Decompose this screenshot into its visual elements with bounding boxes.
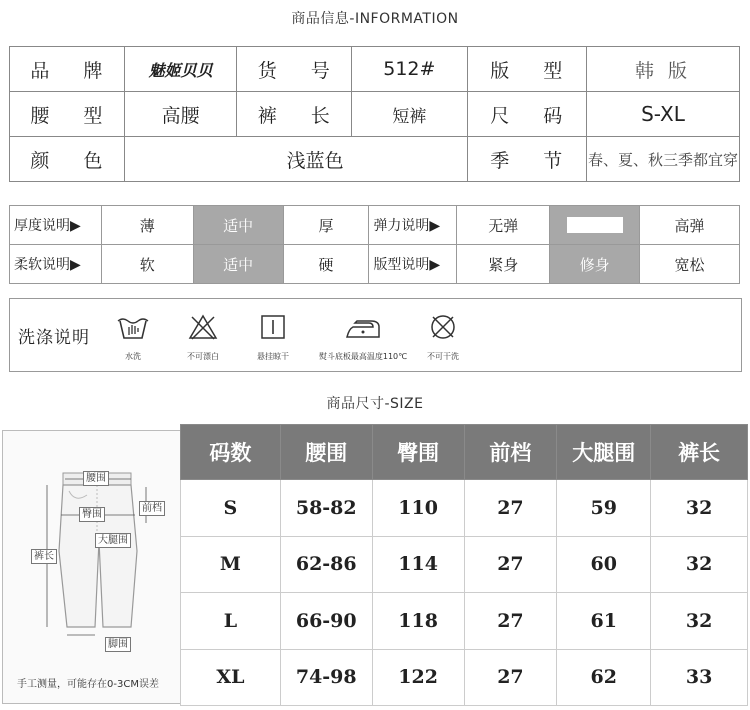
header-size-code: 码数: [181, 425, 281, 480]
cell-length: 32: [651, 536, 748, 593]
hang-dry-caption: 悬挂晾干: [257, 352, 289, 361]
hang-dry-icon: [255, 313, 291, 341]
cell-rise: 27: [464, 593, 557, 650]
attribute-table: [9, 205, 740, 284]
cell-rise: 27: [464, 649, 557, 706]
color-value: 浅蓝色: [124, 137, 467, 182]
wash-item-no-bleach: [168, 313, 238, 362]
wash-item-hand-wash: [98, 313, 168, 362]
size-value: S-XL: [586, 92, 739, 137]
softness-medium-selected: 适中: [193, 245, 283, 284]
table-row: [181, 536, 748, 593]
cell-length: 32: [651, 480, 748, 537]
stretch-label: 弹力说明▶: [369, 206, 457, 245]
thickness-thin: 薄: [101, 206, 193, 245]
softness-hard: 硬: [283, 245, 369, 284]
stretch-medium-selected: [550, 206, 640, 245]
table-row: [181, 649, 748, 706]
waist-type-label: 腰 型: [10, 92, 125, 137]
no-bleach-icon: [185, 313, 221, 341]
cell-size: XL: [181, 649, 281, 706]
wash-panel: [9, 298, 742, 372]
cell-waist: 74-98: [280, 649, 372, 706]
season-label: 季 节: [467, 137, 586, 182]
cell-rise: 27: [464, 536, 557, 593]
table-row: [181, 593, 748, 650]
cell-waist: 58-82: [280, 480, 372, 537]
header-waist: 腰围: [280, 425, 372, 480]
cell-thigh: 62: [557, 649, 651, 706]
cell-waist: 62-86: [280, 536, 372, 593]
diagram-label-thigh: 大腿围: [95, 533, 131, 548]
fit-tight: 紧身: [457, 245, 550, 284]
table-row: [181, 480, 748, 537]
cell-length: 33: [651, 649, 748, 706]
header-hip: 臀围: [372, 425, 464, 480]
cell-thigh: 59: [557, 480, 651, 537]
cell-thigh: 60: [557, 536, 651, 593]
thickness-label: 厚度说明▶: [10, 206, 102, 245]
pants-length-value: 短裤: [352, 92, 467, 137]
item-no-value: 512#: [352, 47, 467, 92]
stretch-high: 高弹: [640, 206, 740, 245]
measurement-note: 手工测量，可能存在0-3CM误差: [17, 679, 159, 690]
cell-size: M: [181, 536, 281, 593]
cell-rise: 27: [464, 480, 557, 537]
season-value: 春、夏、秋三季都宜穿: [586, 137, 739, 182]
item-no-label: 货 号: [237, 47, 352, 92]
thickness-medium-selected: 适中: [193, 206, 283, 245]
version-label: 版 型: [467, 47, 586, 92]
header-thigh: 大腿围: [557, 425, 651, 480]
diagram-label-hip: 臀围: [79, 507, 105, 522]
wash-item-hang-dry: [238, 313, 308, 362]
stretch-none: 无弹: [457, 206, 550, 245]
size-table-header: [181, 425, 748, 480]
info-table: [9, 46, 740, 182]
wash-label: 洗涤说明: [18, 328, 90, 348]
fit-slim-selected: 修身: [550, 245, 640, 284]
size-heading: 商品尺寸-SIZE: [326, 396, 424, 412]
diagram-label-waist: 腰围: [83, 471, 109, 486]
attribute-row-thickness-stretch: [10, 206, 740, 245]
diagram-label-hem: 脚围: [105, 637, 131, 652]
cell-size: L: [181, 593, 281, 650]
softness-label: 柔软说明▶: [10, 245, 102, 284]
iron-icon: [343, 313, 383, 341]
hand-wash-caption: 水洗: [125, 352, 141, 361]
cell-waist: 66-90: [280, 593, 372, 650]
waist-type-value: 高腰: [124, 92, 237, 137]
no-dry-clean-icon: [425, 313, 461, 341]
size-table: [180, 424, 748, 706]
cell-length: 32: [651, 593, 748, 650]
cell-hip: 114: [372, 536, 464, 593]
header-length: 裤长: [651, 425, 748, 480]
wash-item-no-dry-clean: [408, 313, 478, 362]
brand-value: 魅姬贝贝: [124, 47, 237, 92]
info-heading: 商品信息-INFORMATION: [291, 11, 459, 27]
cell-hip: 110: [372, 480, 464, 537]
diagram-label-length: 裤长: [31, 549, 57, 564]
softness-soft: 软: [101, 245, 193, 284]
diagram-label-rise: 前档: [139, 501, 165, 516]
cell-thigh: 61: [557, 593, 651, 650]
wash-item-iron: [308, 313, 418, 362]
hand-wash-icon: [115, 313, 151, 341]
brand-label: 品 牌: [10, 47, 125, 92]
fit-loose: 宽松: [640, 245, 740, 284]
color-label: 颜 色: [10, 137, 125, 182]
no-dry-clean-caption: 不可干洗: [427, 352, 459, 361]
pants-diagram: [2, 430, 182, 704]
iron-caption: 熨斗底板最高温度110℃: [318, 352, 408, 361]
cell-hip: 122: [372, 649, 464, 706]
no-bleach-caption: 不可漂白: [187, 352, 219, 361]
thickness-thick: 厚: [283, 206, 369, 245]
size-label: 尺 码: [467, 92, 586, 137]
header-rise: 前档: [464, 425, 557, 480]
cell-size: S: [181, 480, 281, 537]
attribute-row-softness-fit: [10, 245, 740, 284]
cell-hip: 118: [372, 593, 464, 650]
fit-label: 版型说明▶: [369, 245, 457, 284]
pants-length-label: 裤 长: [237, 92, 352, 137]
version-value: 韩 版: [586, 47, 739, 92]
